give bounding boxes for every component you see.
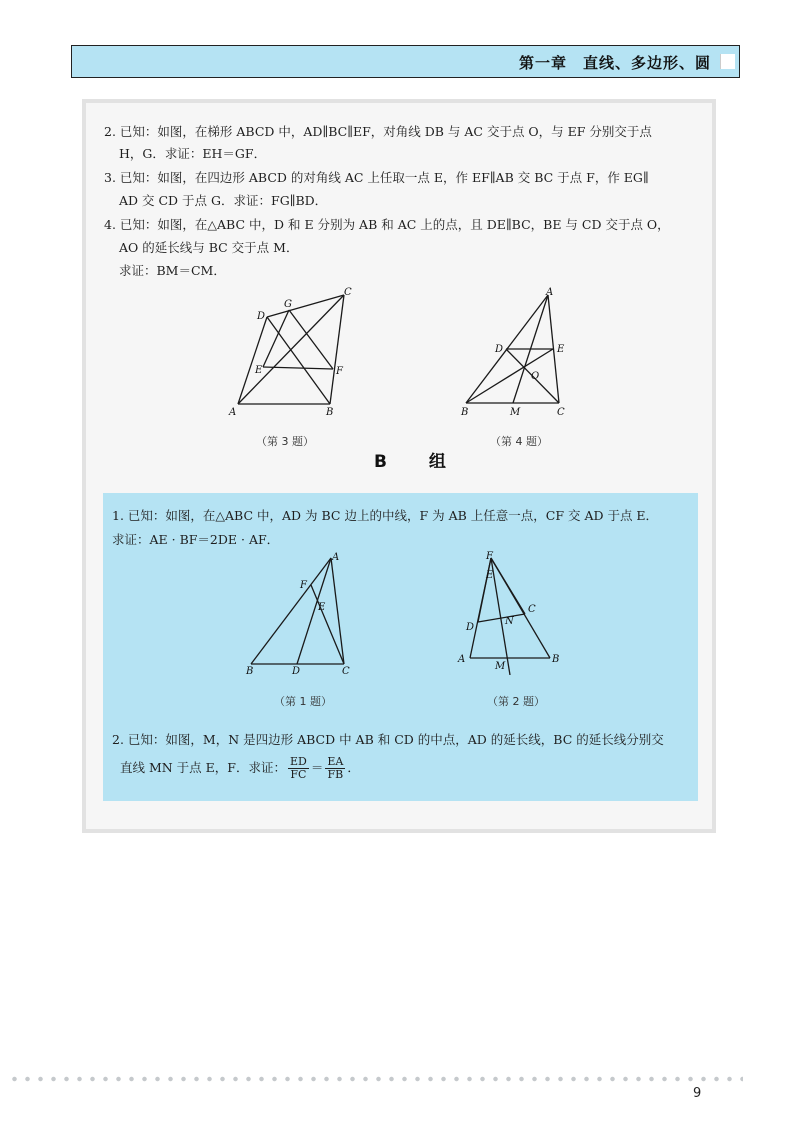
fig-b2-caption: （第 2 题） (487, 695, 545, 708)
sentence-end: ． (347, 760, 360, 775)
fig4-label-d: D (495, 344, 504, 355)
fig-b2-label-f: F (486, 551, 493, 562)
fig-b2-label-a: A (458, 654, 466, 665)
chapter-header (71, 45, 740, 78)
fig4-label-b: B (461, 407, 469, 417)
fraction-1-denominator: FC (290, 768, 307, 781)
group-b-section (103, 493, 698, 801)
fig3-label-e: E (255, 365, 263, 376)
fig3-label-b: B (326, 407, 334, 417)
group-b-problem-2-line-1: 2. 已知：如图，M，N 是四边形 ABCD 中 AB 和 CD 的中点，AD 的延长线，BC 的延长线分别交 (112, 732, 664, 747)
problem-2-line-2: H，G．求证：EH＝GF． (119, 146, 267, 161)
equals-sign: ＝ (310, 760, 324, 775)
fig-b1-label-c: C (342, 666, 350, 675)
fig-b2-label-d: D (466, 622, 475, 633)
fig-b2-label-c: C (528, 604, 536, 615)
fig3-label-g: G (284, 299, 292, 310)
fig3-caption: （第 3 题） (256, 435, 314, 448)
figure-b-problem-1 (236, 550, 356, 675)
problem-2-line-1: 2. 已知：如图，在梯形 ABCD 中，AD∥BC∥EF，对角线 DB 与 AC 交于点 O，与 EF 分别交于点 (104, 124, 652, 139)
fig-b1-label-e: E (318, 602, 326, 613)
fig-b1-label-b: B (246, 666, 254, 675)
group-b-problem-1-line-1: 1. 已知：如图，在△ABC 中，AD 为 BC 边上的中线，F 为 AB 上任意一点，CF 交 AD 于点 E． (112, 508, 659, 523)
fig4-label-m: M (510, 407, 521, 417)
fig-b2-label-n: N (505, 616, 514, 627)
fig-b2-label-e: E (486, 570, 494, 581)
fraction-2-numerator: EA (327, 755, 344, 768)
figure-b-problem-2 (448, 550, 568, 675)
fig3-label-c: C (344, 287, 352, 298)
footer-dotted-rule (8, 1076, 743, 1082)
fig-b1-label-f: F (300, 580, 307, 591)
exercise-card (86, 103, 712, 829)
figure-problem-3 (226, 287, 366, 417)
fig3-label-a: A (229, 407, 237, 417)
fig4-label-o: O (531, 371, 540, 382)
problem-3-line-1: 3. 已知：如图，在四边形 ABCD 的对角线 AC 上任取一点 E，作 EF∥AB 交 BC 于点 F，作 EG∥ (104, 170, 649, 185)
problem-4-line-2: AO 的延长线与 BC 交于点 M． (119, 240, 299, 255)
fig3-label-d: D (257, 311, 266, 322)
header-tab (720, 54, 735, 69)
fraction-ea-fb (325, 756, 345, 781)
fraction-ed-fc (288, 756, 309, 781)
figure-problem-4 (451, 287, 571, 417)
fig-b1-label-d: D (292, 666, 301, 675)
page-number: 9 (693, 1086, 702, 1101)
fraction-1-numerator: ED (289, 755, 307, 768)
group-b-problem-1-line-2: 求证：AE · BF＝2DE · AF． (112, 532, 280, 547)
problem-4-line-3: 求证：BM＝CM． (119, 263, 226, 278)
fraction-2-denominator: FB (327, 768, 344, 781)
problem-3-line-2: AD 交 CD 于点 G．求证：FG∥BD． (119, 193, 328, 208)
group-b-title: B 组 (374, 452, 464, 472)
fig4-label-a: A (546, 287, 554, 298)
group-b-problem-2-line-2 (120, 756, 360, 781)
fig-b2-label-m: M (495, 661, 506, 672)
chapter-title: 第一章 直线、多边形、圆 (518, 54, 711, 72)
fig-b1-caption: （第 1 题） (274, 695, 332, 708)
fig3-label-f: F (336, 366, 343, 377)
fig4-caption: （第 4 题） (490, 435, 548, 448)
group-b-problem-2-prefix: 直线 MN 于点 E，F．求证： (120, 760, 286, 775)
fig4-label-e: E (557, 344, 565, 355)
fig-b2-label-b: B (552, 654, 560, 665)
fig4-label-c: C (557, 407, 565, 417)
fig-b1-label-a: A (332, 552, 340, 563)
problem-4-line-1: 4. 已知：如图，在△ABC 中，D 和 E 分别为 AB 和 AC 上的点，且 DE∥BC，BE 与 CD 交于点 O， (104, 217, 670, 232)
